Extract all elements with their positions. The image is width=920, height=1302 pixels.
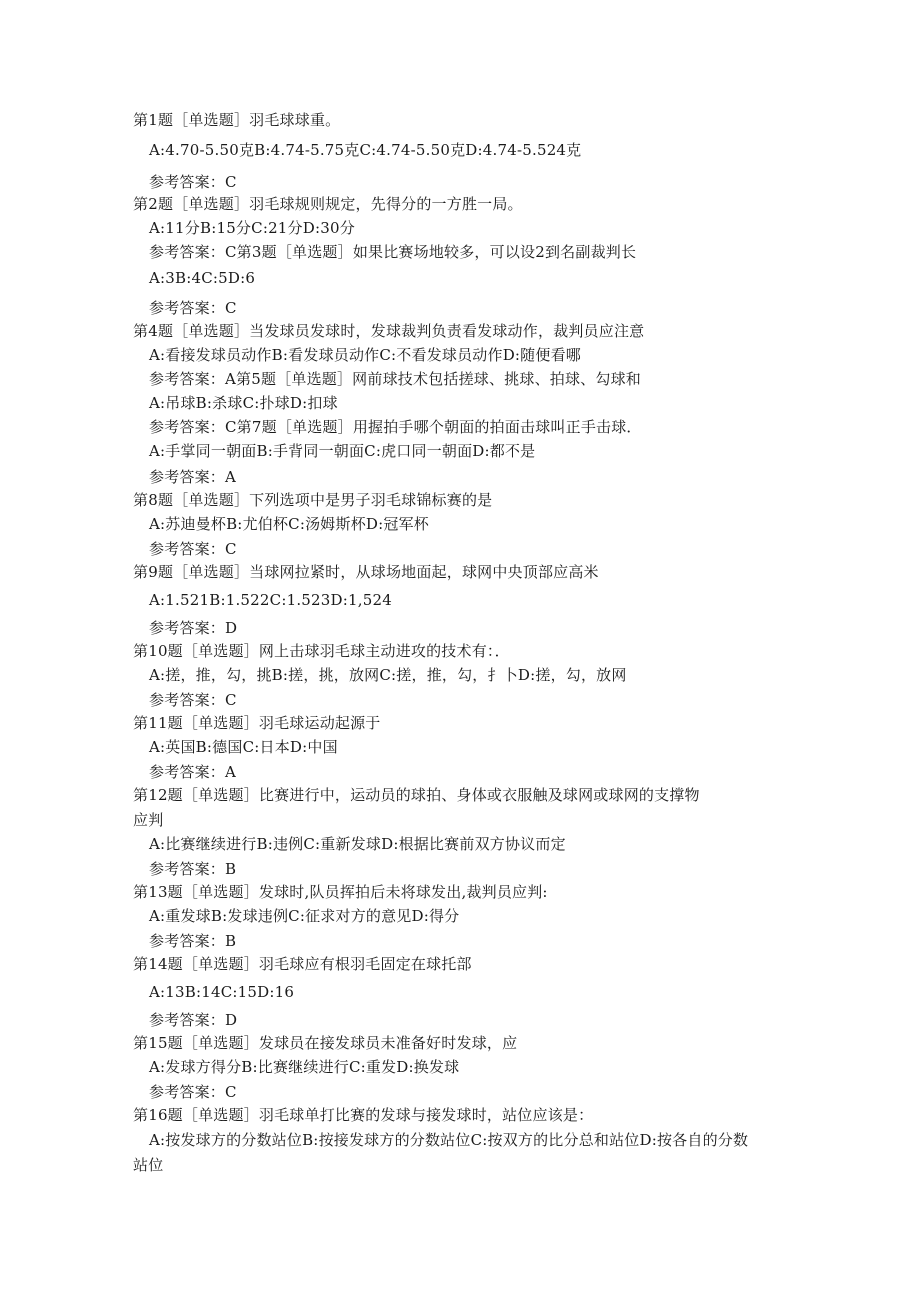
answer-12: 参考答案：B	[149, 860, 237, 878]
options-15: A:发球方得分B:比赛继续进行C:重发D:换发球	[149, 1058, 460, 1076]
answer-2-question-3: 参考答案：C第3题［单选题］如果比赛场地较多，可以设2到名副裁判长	[149, 243, 637, 261]
question-1: 第1题［单选题］羽毛球球重。	[133, 111, 341, 129]
options-4: A:看接发球员动作B:看发球员动作C:不看发球员动作D:随便看哪	[149, 346, 581, 364]
options-7: A:手掌同一朝面B:手背同一朝面C:虎口同一朝面D:都不是	[149, 442, 536, 460]
answer-11: 参考答案：A	[149, 763, 237, 781]
answer-1: 参考答案：C	[149, 173, 237, 191]
answer-7: 参考答案：A	[149, 468, 237, 486]
question-14: 第14题［单选题］羽毛球应有根羽毛固定在球托部	[133, 955, 472, 973]
question-2: 第2题［单选题］羽毛球规则规定，先得分的一方胜一局。	[133, 195, 523, 213]
options-10: A:搓，推，勾，挑B:搓，挑，放网C:搓，推，勾，扌卜D:搓，勾，放网	[149, 666, 627, 684]
question-12-continued: 应判	[133, 811, 164, 829]
answer-5-question-7: 参考答案：C第7题［单选题］用握拍手哪个朝面的拍面击球叫正手击球．	[149, 418, 642, 436]
answer-14: 参考答案：D	[149, 1011, 238, 1029]
question-15: 第15题［单选题］发球员在接发球员未准备好时发球，应	[133, 1034, 518, 1052]
question-16: 第16题［单选题］羽毛球单打比赛的发球与接发球时，站位应该是：	[133, 1106, 594, 1124]
question-8: 第8题［单选题］下列选项中是男子羽毛球锦标赛的是	[133, 491, 493, 509]
question-13: 第13题［单选题］发球时,队员挥拍后未将球发出,裁判员应判:	[133, 883, 548, 901]
options-5: A:吊球B:杀球C:扑球D:扣球	[149, 394, 338, 412]
options-2: A:11分B:15分C:21分D:30分	[149, 219, 355, 237]
question-4: 第4题［单选题］当发球员发球时，发球裁判负责看发球动作，裁判员应注意	[133, 322, 645, 340]
answer-15: 参考答案：C	[149, 1083, 237, 1101]
answer-3: 参考答案：C	[149, 299, 237, 317]
question-11: 第11题［单选题］羽毛球运动起源于	[133, 714, 381, 732]
question-9: 第9题［单选题］当球网拉紧时，从球场地面起，球网中央顶部应高米	[133, 563, 599, 581]
answer-9: 参考答案：D	[149, 619, 238, 637]
options-8: A:苏迪曼杯B:尤伯杯C:汤姆斯杯D:冠军杯	[149, 515, 429, 533]
answer-8: 参考答案：C	[149, 540, 237, 558]
answer-4-question-5: 参考答案：A第5题［单选题］网前球技术包括搓球、挑球、拍球、勾球和	[149, 370, 641, 388]
options-1: A:4.70-5.50克B:4.74-5.75克C:4.74-5.50克D:4.74-5.524克	[149, 141, 582, 159]
options-16: A:按发球方的分数站位B:按接发球方的分数站位C:按双方的比分总和站位D:按各自的分数	[149, 1131, 749, 1149]
answer-10: 参考答案：C	[149, 691, 237, 709]
options-13: A:重发球B:发球违例C:征求对方的意见D:得分	[149, 907, 460, 925]
options-3: A:3B:4C:5D:6	[149, 269, 256, 287]
answer-13: 参考答案：B	[149, 932, 237, 950]
options-14: A:13B:14C:15D:16	[149, 983, 295, 1001]
options-11: A:英国B:德国C:日本D:中国	[149, 738, 338, 756]
question-10: 第10题［单选题］网上击球羽毛球主动进攻的技术有：．	[133, 642, 510, 660]
options-12: A:比赛继续进行B:违例C:重新发球D:根据比赛前双方协议而定	[149, 835, 566, 853]
options-9: A:1.521B:1.522C:1.523D:1,524	[149, 591, 392, 609]
options-16-continued: 站位	[133, 1156, 164, 1174]
question-12: 第12题［单选题］比赛进行中，运动员的球拍、身体或衣服触及球网或球网的支撑物	[133, 786, 700, 804]
